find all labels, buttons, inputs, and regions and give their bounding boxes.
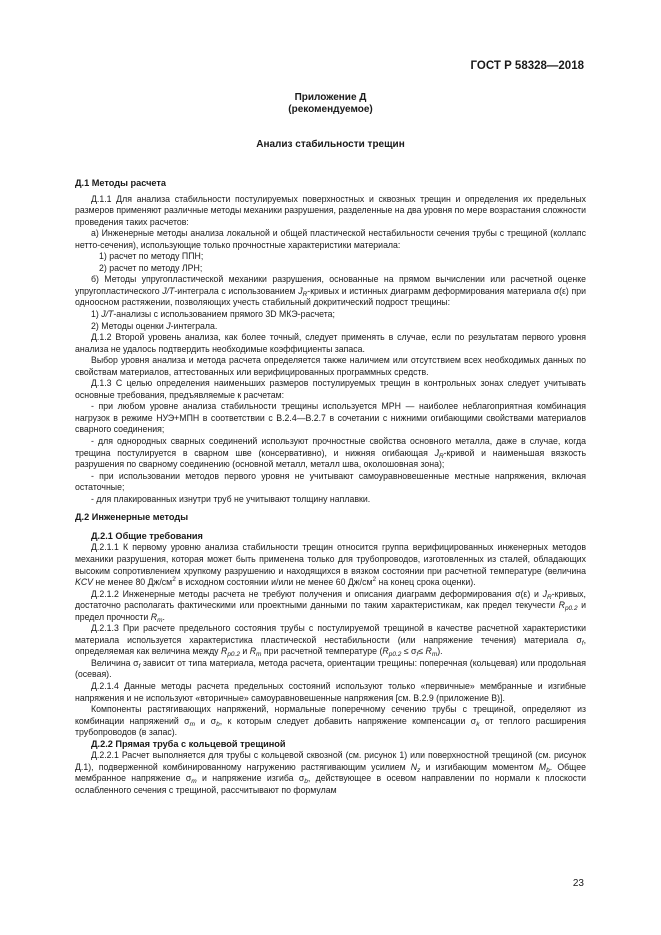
paragraph: - при любом уровне анализа стабильности трещины используется МРН — наиболее неблагоприятная комбинация нагрузок в режиме НУЭ+МПН в соответствии с В.2.4—В.2.7 в сочетании с нижними огибающими свойствами материалов сварного соединения; — [75, 401, 586, 435]
paragraph: а) Инженерные методы анализа локальной и общей пластической нестабильности сечения трубы с трещиной (коллапс нетто-сечения), использующие только прочностные характеристики материала: — [75, 228, 586, 250]
paragraph: - для плакированных изнутри труб не учитывают толщину наплавки. — [91, 493, 371, 504]
list-item: 2) расчет по методу ЛРН; — [99, 262, 203, 273]
list-item: 1) J/T-анализы с использованием прямого 3D МКЭ-расчета; — [91, 309, 335, 320]
document-title: Анализ стабильности трещин — [256, 139, 405, 150]
list-item: 2) Методы оценки J-интеграла. — [91, 320, 218, 331]
paragraph: Д.1.1 Для анализа стабильности постулируемых поверхностных и сквозных трещин и определения их предельных размеров применяют различные методы механики разрушения, разделенные на два уровня по мере возрастания сложности проведения таких расчетов: — [75, 193, 586, 227]
appendix-status: (рекомендуемое) — [288, 104, 373, 115]
list-item: 1) расчет по методу ППН; — [99, 251, 204, 262]
paragraph: - при использовании методов первого уровня не учитывают самоуравновешенные местные напряжения, включая остаточные; — [75, 470, 586, 493]
paragraph: Д.1.3 С целью определения наименьших размеров постулируемых трещин в контрольных зонах следует учитывать основные требования, предъявляемые к расчетам: — [75, 378, 586, 400]
paragraph: Выбор уровня анализа и метода расчета определяется также наличием или отсутствием всех необходимых данных по свойствам материалов, аттестованных или верифицированных программных средств. — [75, 355, 586, 377]
appendix-title: Приложение Д — [294, 92, 367, 103]
paragraph: Величина $\sigma_f$ зависит от типа материала, метода расчета, ориентации трещины: поперечная (кольцевая) или продольная (осевая). — [75, 657, 587, 680]
paragraph: б) Методы упругопластической механики разрушения, основанные на прямом вычислении или расчетной оценке упругопластического J/T-интеграла с использованием $J_R$-кривых и истинных диаграмм деформирования материала σ(ε) при одноосном растяжении, позволяющих учесть стабильный докритический подрост трещины: — [75, 274, 586, 308]
document-body — [75, 178, 586, 796]
paragraph: Д.2.1.4 Данные методы расчета предельных состояний используют только «первичные» мембранные и изгибные напряжения и не используют «вторичные» самоуравновешенные напряжения [см. В.2.9 (приложение В)]. — [75, 680, 586, 703]
paragraph: Компоненты растягивающих напряжений, нормальные поперечному сечению трубы с трещиной, определяют из комбинации напряжений $\sigma_m$ и $\sigma_b$, к которым следует добавить напряжение компенсации $\sigma_k$ от теплого расширения трубопроводов (в запас). — [75, 704, 586, 738]
subsection-heading: Д.2.2 Прямая труба с кольцевой трещиной — [91, 738, 286, 749]
section-heading: Д.2 Инженерные методы — [75, 512, 189, 523]
paragraph: Д.2.1.2 Инженерные методы расчета не требуют получения и описания диаграмм деформирования σ(ε) и $J_R$-кривых, достаточно располагать фактическими или проектными данными по таким характеристикам, как предел текучести $R_{p0.2}$ и предел прочности $R_m$. — [75, 588, 586, 624]
paragraph: Д.2.2.1 Расчет выполняется для трубы с кольцевой сквозной (см. рисунок 1) или поверхностной трещиной (см. рисунок Д.1), подверженной комбинированному нагружению растягивающим усилием $N_z$ и изгибающим моментом $M_b$. Общее мембранное напряжение $\sigma_m$ и напряжение изгиба $\sigma_b$, действующее в осевом направлении по нормали к плоскости ослабленного сечения с трещиной, рассчитывают по формулам — [75, 750, 587, 795]
paragraph: Д.2.1.1 К первому уровню анализа стабильности трещин относится группа верифицированных инженерных методов механики разрушения, которая может быть применена только для трубопроводов, изготовленных из сталей, обладающих высоким сопротивлением хрупкому разрушению и находящихся в вязком состоянии при расчетной температуре (величина KCV не менее 80 $Дж/см^2$ в исходном состоянии и/или не менее 60 $Дж/см^2$ на конец срока оценки). — [75, 542, 586, 588]
paragraph: Д.1.2 Второй уровень анализа, как более точный, следует применять в случае, если по результатам первого уровня анализа не удалось подтвердить необходимые коэффициенты запаса. — [75, 332, 586, 354]
paragraph: - для однородных сварных соединений используют прочностные свойства основного металла, даже в случае, когда трещина постулируется в сварном шве (консервативно), и нижняя огибающая $J_R$-кривой и наименьшая вязкость разрушения по сварному соединению (основной металл, металл шва, околошовная зона); — [75, 436, 586, 470]
standard-number: ГОСТ Р 58328—2018 — [470, 60, 584, 72]
page-number: 23 — [572, 878, 584, 889]
paragraph: Д.2.1.3 При расчете предельного состояния трубы с постулируемой трещиной в качестве расчетной характеристики материала используется характеристика пластической нестабильности (или напряжение течения) материала $\sigma_f$, определяемая как величина между $R_{p0.2}$ и $R_m$ при расчетной температуре $(R_{p0.2} \le \sigma_f\le R_m)$. — [75, 623, 586, 659]
subsection-heading: Д.2.1 Общие требования — [91, 530, 203, 541]
section-heading: Д.1 Методы расчета — [75, 178, 167, 188]
